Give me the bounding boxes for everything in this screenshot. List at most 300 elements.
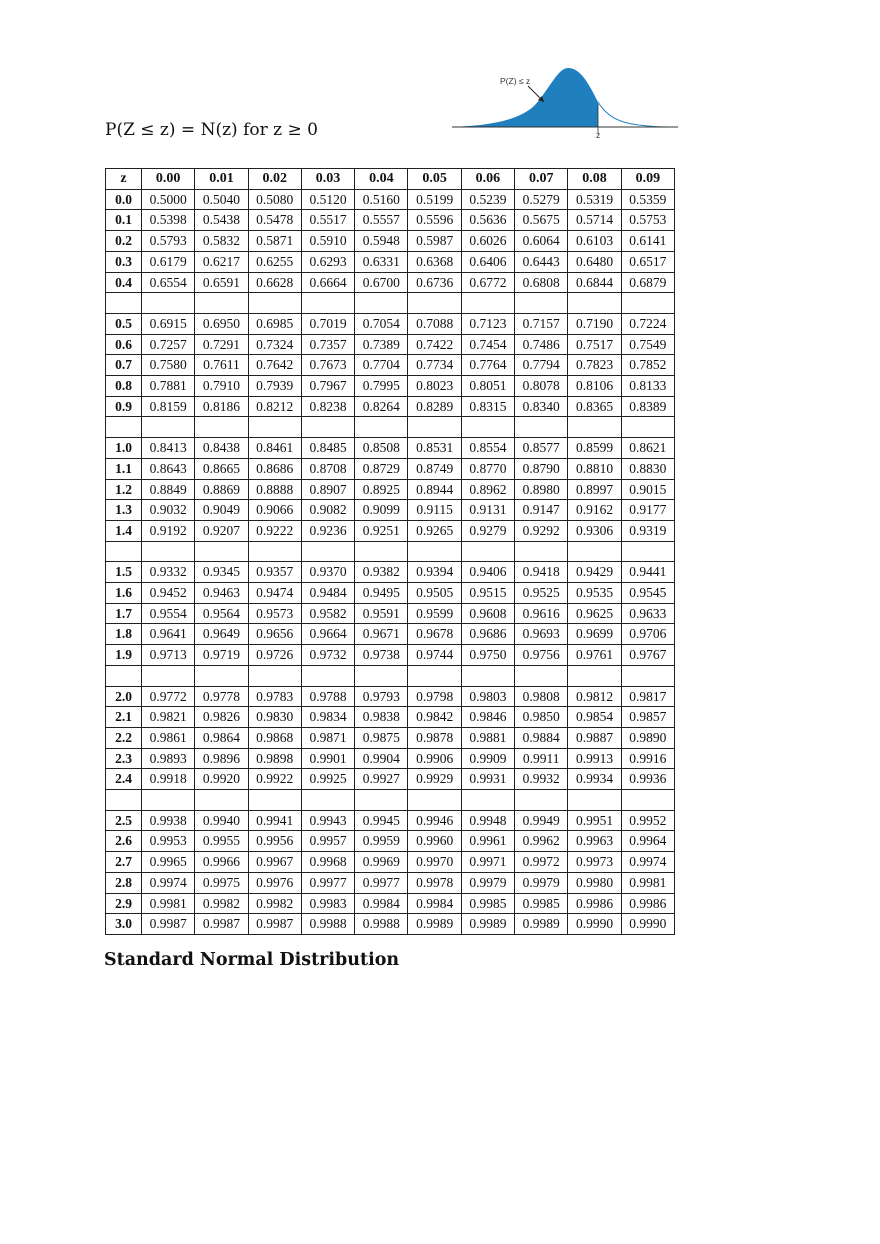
probability-cell: 0.8078 <box>515 376 568 397</box>
z-value-cell: 2.6 <box>106 831 142 852</box>
probability-cell: 0.8264 <box>355 396 408 417</box>
probability-cell: 0.9842 <box>408 707 461 728</box>
probability-cell: 0.7549 <box>621 334 674 355</box>
table-row <box>106 210 675 231</box>
empty-cell <box>301 665 354 686</box>
probability-cell: 0.9987 <box>142 914 195 935</box>
table-row <box>106 479 675 500</box>
probability-cell: 0.9943 <box>301 810 354 831</box>
probability-cell: 0.6368 <box>408 251 461 272</box>
probability-cell: 0.9418 <box>515 562 568 583</box>
probability-cell: 0.7157 <box>515 313 568 334</box>
empty-cell <box>461 541 514 562</box>
z-value-cell: 1.7 <box>106 603 142 624</box>
probability-cell: 0.8238 <box>301 396 354 417</box>
table-row <box>106 624 675 645</box>
empty-cell <box>195 417 248 438</box>
probability-cell: 0.9975 <box>195 872 248 893</box>
probability-cell: 0.6141 <box>621 231 674 252</box>
probability-cell: 0.9987 <box>248 914 301 935</box>
probability-cell: 0.8365 <box>568 396 621 417</box>
probability-cell: 0.9591 <box>355 603 408 624</box>
probability-cell: 0.9505 <box>408 583 461 604</box>
probability-cell: 0.5279 <box>515 189 568 210</box>
empty-cell <box>301 293 354 314</box>
empty-cell <box>408 417 461 438</box>
probability-cell: 0.9890 <box>621 727 674 748</box>
empty-cell <box>106 790 142 811</box>
table-row <box>106 458 675 479</box>
column-header: 0.04 <box>355 169 408 190</box>
table-row <box>106 893 675 914</box>
probability-cell: 0.9973 <box>568 852 621 873</box>
table-row <box>106 562 675 583</box>
empty-cell <box>195 541 248 562</box>
probability-cell: 0.6517 <box>621 251 674 272</box>
probability-cell: 0.6293 <box>301 251 354 272</box>
probability-cell: 0.8643 <box>142 458 195 479</box>
probability-cell: 0.9977 <box>301 872 354 893</box>
probability-cell: 0.8485 <box>301 438 354 459</box>
empty-cell <box>568 790 621 811</box>
probability-cell: 0.9959 <box>355 831 408 852</box>
column-header: 0.05 <box>408 169 461 190</box>
probability-cell: 0.8962 <box>461 479 514 500</box>
table-row <box>106 603 675 624</box>
table-row <box>106 872 675 893</box>
formula-heading: P(Z ≤ z) = N(z) for z ≥ 0 <box>105 120 318 140</box>
probability-cell: 0.9980 <box>568 872 621 893</box>
probability-cell: 0.8508 <box>355 438 408 459</box>
probability-cell: 0.9345 <box>195 562 248 583</box>
probability-cell: 0.5596 <box>408 210 461 231</box>
probability-cell: 0.7611 <box>195 355 248 376</box>
probability-cell: 0.8133 <box>621 376 674 397</box>
probability-cell: 0.9699 <box>568 624 621 645</box>
probability-cell: 0.9761 <box>568 645 621 666</box>
probability-cell: 0.9756 <box>515 645 568 666</box>
probability-cell: 0.9898 <box>248 748 301 769</box>
probability-cell: 0.9207 <box>195 520 248 541</box>
probability-cell: 0.5675 <box>515 210 568 231</box>
probability-cell: 0.9066 <box>248 500 301 521</box>
probability-cell: 0.9671 <box>355 624 408 645</box>
probability-cell: 0.9878 <box>408 727 461 748</box>
probability-cell: 0.7422 <box>408 334 461 355</box>
probability-cell: 0.9826 <box>195 707 248 728</box>
column-header: 0.03 <box>301 169 354 190</box>
probability-cell: 0.6443 <box>515 251 568 272</box>
table-row <box>106 376 675 397</box>
probability-cell: 0.9319 <box>621 520 674 541</box>
probability-cell: 0.9988 <box>355 914 408 935</box>
probability-cell: 0.7794 <box>515 355 568 376</box>
column-header: 0.07 <box>515 169 568 190</box>
probability-cell: 0.9641 <box>142 624 195 645</box>
probability-cell: 0.9633 <box>621 603 674 624</box>
probability-cell: 0.6736 <box>408 272 461 293</box>
table-row <box>106 810 675 831</box>
table-row <box>106 769 675 790</box>
z-value-cell: 2.0 <box>106 686 142 707</box>
empty-cell <box>195 665 248 686</box>
probability-cell: 0.9222 <box>248 520 301 541</box>
probability-cell: 0.6772 <box>461 272 514 293</box>
z-value-cell: 1.9 <box>106 645 142 666</box>
probability-cell: 0.9896 <box>195 748 248 769</box>
probability-cell: 0.9830 <box>248 707 301 728</box>
probability-cell: 0.7704 <box>355 355 408 376</box>
probability-cell: 0.6628 <box>248 272 301 293</box>
table-row <box>106 686 675 707</box>
probability-cell: 0.7486 <box>515 334 568 355</box>
z-value-cell: 1.4 <box>106 520 142 541</box>
empty-cell <box>106 293 142 314</box>
probability-cell: 0.5319 <box>568 189 621 210</box>
probability-cell: 0.9974 <box>142 872 195 893</box>
table-row <box>106 231 675 252</box>
probability-cell: 0.5199 <box>408 189 461 210</box>
probability-cell: 0.5793 <box>142 231 195 252</box>
probability-cell: 0.9875 <box>355 727 408 748</box>
column-header: 0.02 <box>248 169 301 190</box>
probability-cell: 0.9989 <box>515 914 568 935</box>
empty-cell <box>621 417 674 438</box>
probability-cell: 0.8315 <box>461 396 514 417</box>
probability-cell: 0.9936 <box>621 769 674 790</box>
z-value-cell: 0.8 <box>106 376 142 397</box>
probability-cell: 0.9452 <box>142 583 195 604</box>
probability-cell: 0.9984 <box>408 893 461 914</box>
z-value-cell: 1.1 <box>106 458 142 479</box>
empty-cell <box>355 665 408 686</box>
probability-cell: 0.9884 <box>515 727 568 748</box>
probability-cell: 0.8599 <box>568 438 621 459</box>
probability-cell: 0.5120 <box>301 189 354 210</box>
probability-cell: 0.9686 <box>461 624 514 645</box>
z-table <box>105 168 675 935</box>
probability-cell: 0.6915 <box>142 313 195 334</box>
empty-cell <box>195 790 248 811</box>
probability-cell: 0.8849 <box>142 479 195 500</box>
probability-cell: 0.8907 <box>301 479 354 500</box>
table-row <box>106 334 675 355</box>
probability-cell: 0.9573 <box>248 603 301 624</box>
probability-cell: 0.9099 <box>355 500 408 521</box>
probability-cell: 0.9015 <box>621 479 674 500</box>
probability-cell: 0.7357 <box>301 334 354 355</box>
table-row <box>106 748 675 769</box>
probability-cell: 0.9979 <box>461 872 514 893</box>
probability-cell: 0.6950 <box>195 313 248 334</box>
probability-cell: 0.8413 <box>142 438 195 459</box>
z-value-cell: 1.5 <box>106 562 142 583</box>
probability-cell: 0.9846 <box>461 707 514 728</box>
probability-cell: 0.6700 <box>355 272 408 293</box>
probability-cell: 0.9988 <box>301 914 354 935</box>
probability-cell: 0.8665 <box>195 458 248 479</box>
table-row <box>106 251 675 272</box>
z-value-cell: 0.6 <box>106 334 142 355</box>
z-value-cell: 2.7 <box>106 852 142 873</box>
probability-cell: 0.9948 <box>461 810 514 831</box>
z-value-cell: 0.9 <box>106 396 142 417</box>
probability-cell: 0.9656 <box>248 624 301 645</box>
empty-cell <box>568 541 621 562</box>
probability-cell: 0.7995 <box>355 376 408 397</box>
empty-cell <box>621 541 674 562</box>
probability-cell: 0.9956 <box>248 831 301 852</box>
z-value-cell: 2.9 <box>106 893 142 914</box>
probability-cell: 0.5832 <box>195 231 248 252</box>
empty-cell <box>142 293 195 314</box>
probability-cell: 0.9706 <box>621 624 674 645</box>
probability-cell: 0.9854 <box>568 707 621 728</box>
probability-cell: 0.8770 <box>461 458 514 479</box>
z-label: z <box>596 130 601 140</box>
probability-cell: 0.9582 <box>301 603 354 624</box>
probability-cell: 0.9985 <box>515 893 568 914</box>
probability-cell: 0.9788 <box>301 686 354 707</box>
probability-cell: 0.9967 <box>248 852 301 873</box>
probability-cell: 0.9394 <box>408 562 461 583</box>
probability-cell: 0.9945 <box>355 810 408 831</box>
probability-cell: 0.9974 <box>621 852 674 873</box>
probability-cell: 0.9951 <box>568 810 621 831</box>
probability-cell: 0.8106 <box>568 376 621 397</box>
probability-cell: 0.9599 <box>408 603 461 624</box>
probability-cell: 0.7580 <box>142 355 195 376</box>
empty-cell <box>515 293 568 314</box>
empty-cell <box>568 417 621 438</box>
probability-cell: 0.9265 <box>408 520 461 541</box>
probability-cell: 0.9940 <box>195 810 248 831</box>
probability-cell: 0.9989 <box>461 914 514 935</box>
empty-cell <box>248 665 301 686</box>
probability-cell: 0.8686 <box>248 458 301 479</box>
probability-cell: 0.9032 <box>142 500 195 521</box>
empty-cell <box>515 665 568 686</box>
probability-cell: 0.9236 <box>301 520 354 541</box>
probability-cell: 0.9909 <box>461 748 514 769</box>
probability-cell: 0.7823 <box>568 355 621 376</box>
empty-cell <box>248 417 301 438</box>
probability-cell: 0.8389 <box>621 396 674 417</box>
probability-cell: 0.5557 <box>355 210 408 231</box>
probability-cell: 0.9535 <box>568 583 621 604</box>
probability-cell: 0.8888 <box>248 479 301 500</box>
probability-cell: 0.5714 <box>568 210 621 231</box>
column-header: 0.00 <box>142 169 195 190</box>
probability-cell: 0.6406 <box>461 251 514 272</box>
probability-cell: 0.9713 <box>142 645 195 666</box>
probability-cell: 0.9495 <box>355 583 408 604</box>
probability-cell: 0.9911 <box>515 748 568 769</box>
probability-cell: 0.9952 <box>621 810 674 831</box>
column-header: 0.09 <box>621 169 674 190</box>
probability-cell: 0.9554 <box>142 603 195 624</box>
table-row <box>106 583 675 604</box>
probability-cell: 0.9986 <box>621 893 674 914</box>
probability-cell: 0.7939 <box>248 376 301 397</box>
probability-cell: 0.9916 <box>621 748 674 769</box>
empty-cell <box>408 790 461 811</box>
probability-cell: 0.5517 <box>301 210 354 231</box>
z-value-cell: 0.4 <box>106 272 142 293</box>
probability-cell: 0.5871 <box>248 231 301 252</box>
empty-cell <box>568 665 621 686</box>
z-value-cell: 2.2 <box>106 727 142 748</box>
probability-cell: 0.5040 <box>195 189 248 210</box>
probability-cell: 0.7389 <box>355 334 408 355</box>
probability-cell: 0.9978 <box>408 872 461 893</box>
probability-cell: 0.5160 <box>355 189 408 210</box>
probability-cell: 0.7910 <box>195 376 248 397</box>
probability-cell: 0.9887 <box>568 727 621 748</box>
probability-cell: 0.9649 <box>195 624 248 645</box>
probability-cell: 0.9808 <box>515 686 568 707</box>
empty-cell <box>195 293 248 314</box>
empty-cell <box>142 541 195 562</box>
probability-cell: 0.9515 <box>461 583 514 604</box>
probability-cell: 0.7224 <box>621 313 674 334</box>
z-value-cell: 2.1 <box>106 707 142 728</box>
probability-cell: 0.6255 <box>248 251 301 272</box>
probability-cell: 0.9982 <box>195 893 248 914</box>
probability-cell: 0.8340 <box>515 396 568 417</box>
table-row <box>106 914 675 935</box>
probability-cell: 0.9960 <box>408 831 461 852</box>
right-tail <box>598 102 668 127</box>
probability-cell: 0.7123 <box>461 313 514 334</box>
probability-cell: 0.9192 <box>142 520 195 541</box>
table-row <box>106 831 675 852</box>
column-header-z: z <box>106 169 142 190</box>
empty-cell <box>621 790 674 811</box>
probability-cell: 0.9927 <box>355 769 408 790</box>
empty-cell <box>248 541 301 562</box>
probability-cell: 0.7967 <box>301 376 354 397</box>
probability-cell: 0.9251 <box>355 520 408 541</box>
probability-cell: 0.8461 <box>248 438 301 459</box>
table-row <box>106 852 675 873</box>
probability-cell: 0.6026 <box>461 231 514 252</box>
empty-cell <box>568 293 621 314</box>
empty-cell <box>142 790 195 811</box>
probability-cell: 0.8980 <box>515 479 568 500</box>
probability-cell: 0.9608 <box>461 603 514 624</box>
probability-cell: 0.9982 <box>248 893 301 914</box>
probability-cell: 0.9616 <box>515 603 568 624</box>
spacer-row <box>106 790 675 811</box>
probability-cell: 0.8577 <box>515 438 568 459</box>
probability-cell: 0.6103 <box>568 231 621 252</box>
probability-cell: 0.9925 <box>301 769 354 790</box>
probability-cell: 0.9429 <box>568 562 621 583</box>
probability-cell: 0.6844 <box>568 272 621 293</box>
probability-cell: 0.8023 <box>408 376 461 397</box>
probability-cell: 0.9834 <box>301 707 354 728</box>
probability-cell: 0.9772 <box>142 686 195 707</box>
probability-cell: 0.9525 <box>515 583 568 604</box>
table-row <box>106 438 675 459</box>
probability-cell: 0.9949 <box>515 810 568 831</box>
probability-cell: 0.8289 <box>408 396 461 417</box>
probability-cell: 0.9962 <box>515 831 568 852</box>
probability-cell: 0.9985 <box>461 893 514 914</box>
table-row <box>106 355 675 376</box>
z-value-cell: 3.0 <box>106 914 142 935</box>
probability-cell: 0.9922 <box>248 769 301 790</box>
probability-cell: 0.7734 <box>408 355 461 376</box>
probability-cell: 0.6879 <box>621 272 674 293</box>
probability-cell: 0.9726 <box>248 645 301 666</box>
probability-cell: 0.9963 <box>568 831 621 852</box>
probability-cell: 0.9981 <box>621 872 674 893</box>
probability-cell: 0.5753 <box>621 210 674 231</box>
probability-cell: 0.5910 <box>301 231 354 252</box>
spacer-row <box>106 293 675 314</box>
probability-cell: 0.9664 <box>301 624 354 645</box>
z-value-cell: 1.8 <box>106 624 142 645</box>
probability-cell: 0.6591 <box>195 272 248 293</box>
probability-cell: 0.5948 <box>355 231 408 252</box>
probability-cell: 0.8997 <box>568 479 621 500</box>
probability-cell: 0.6179 <box>142 251 195 272</box>
probability-cell: 0.8944 <box>408 479 461 500</box>
probability-cell: 0.5987 <box>408 231 461 252</box>
probability-label: P(Z) ≤ z <box>500 76 531 86</box>
probability-cell: 0.9965 <box>142 852 195 873</box>
probability-cell: 0.7257 <box>142 334 195 355</box>
probability-cell: 0.8790 <box>515 458 568 479</box>
probability-cell: 0.8810 <box>568 458 621 479</box>
probability-cell: 0.9162 <box>568 500 621 521</box>
probability-cell: 0.9920 <box>195 769 248 790</box>
empty-cell <box>301 541 354 562</box>
probability-cell: 0.9625 <box>568 603 621 624</box>
probability-cell: 0.9115 <box>408 500 461 521</box>
probability-cell: 0.9893 <box>142 748 195 769</box>
probability-cell: 0.9977 <box>355 872 408 893</box>
empty-cell <box>355 790 408 811</box>
empty-cell <box>515 790 568 811</box>
probability-cell: 0.9969 <box>355 852 408 873</box>
probability-cell: 0.9966 <box>195 852 248 873</box>
empty-cell <box>461 417 514 438</box>
probability-cell: 0.8729 <box>355 458 408 479</box>
z-value-cell: 2.8 <box>106 872 142 893</box>
probability-cell: 0.5359 <box>621 189 674 210</box>
table-row <box>106 272 675 293</box>
probability-cell: 0.9881 <box>461 727 514 748</box>
probability-cell: 0.9913 <box>568 748 621 769</box>
probability-cell: 0.9147 <box>515 500 568 521</box>
table-row <box>106 313 675 334</box>
probability-cell: 0.9941 <box>248 810 301 831</box>
z-value-cell: 2.3 <box>106 748 142 769</box>
probability-cell: 0.9906 <box>408 748 461 769</box>
probability-cell: 0.9990 <box>621 914 674 935</box>
column-header: 0.06 <box>461 169 514 190</box>
probability-cell: 0.9798 <box>408 686 461 707</box>
probability-cell: 0.7324 <box>248 334 301 355</box>
z-value-cell: 0.1 <box>106 210 142 231</box>
empty-cell <box>461 665 514 686</box>
probability-cell: 0.9817 <box>621 686 674 707</box>
probability-cell: 0.9812 <box>568 686 621 707</box>
probability-cell: 0.9971 <box>461 852 514 873</box>
